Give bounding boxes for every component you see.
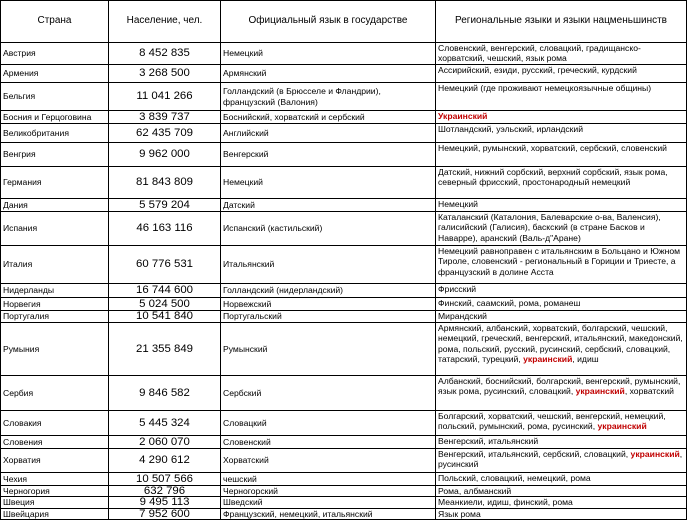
table-body (1, 43, 687, 520)
official-language-cell: Румынский (221, 323, 436, 376)
official-language-cell: Черногорский (221, 486, 436, 497)
country-cell: Армения (1, 65, 109, 83)
official-language-cell: Немецкий (221, 43, 436, 65)
language-text: Финский, саамский, рома, романеш (438, 298, 581, 308)
language-text: , идиш (572, 354, 599, 365)
language-text: Армянский, албанский, хорватский, болгарский, чешский, немецкий, греческий, венгерский, итальянский, македонский, рома, польский, русский, русинский, сербский, словацкий, татарский, турецкий, (438, 323, 683, 365)
official-language-cell: Венгерский (221, 143, 436, 167)
population-cell: 4 290 612 (109, 449, 221, 473)
population-cell: 9 846 582 (109, 376, 221, 411)
country-cell: Бельгия (1, 83, 109, 111)
country-cell: Сербия (1, 376, 109, 411)
language-text: Польский, словацкий, немецкий, рома (438, 473, 591, 483)
table-row (1, 298, 687, 311)
language-text: Болгарский, хорватский, чешский, венгерский, немецкий, польский, румынский, рома, русинский, (438, 411, 666, 432)
table-row (1, 323, 687, 376)
language-text: Венгерский, итальянский, сербский, словацкий, (438, 449, 631, 459)
regional-languages-cell (436, 376, 687, 411)
official-language-cell: Итальянский (221, 246, 436, 284)
regional-languages-cell (436, 508, 687, 519)
population-cell: 7 952 600 (109, 508, 221, 519)
regional-languages-cell (436, 199, 687, 212)
highlighted-language: украинский (630, 449, 680, 459)
regional-languages-cell (436, 143, 687, 167)
country-cell: Италия (1, 246, 109, 284)
population-cell: 5 024 500 (109, 298, 221, 311)
language-text: Датский, нижний сорбский, верхний сорбский, язык рома, северный фрисский, простонародный немецкий (438, 167, 668, 188)
language-text: Ассирийский, езиди, русский, греческий, курдский (438, 65, 637, 75)
table-row (1, 411, 687, 436)
language-text: Немецкий, румынский, хорватский, сербский, словенский (438, 143, 667, 153)
official-language-cell: Голландский (нидерландский) (221, 284, 436, 298)
regional-languages-cell (436, 449, 687, 473)
population-cell: 632 796 (109, 486, 221, 497)
language-text: Шотландский, уэльский, ирландский (438, 124, 584, 134)
country-cell: Швеция (1, 497, 109, 508)
regional-languages-cell (436, 284, 687, 298)
official-language-cell: Боснийский, хорватский и сербский (221, 111, 436, 124)
official-language-cell: Шведский (221, 497, 436, 508)
table-row (1, 486, 687, 497)
country-cell: Словакия (1, 411, 109, 436)
language-text: Немецкий (438, 199, 478, 209)
country-cell: Норвегия (1, 298, 109, 311)
table-row (1, 376, 687, 411)
table-row (1, 143, 687, 167)
header-row (1, 1, 687, 43)
country-cell: Австрия (1, 43, 109, 65)
language-text: Словенский, венгерский, словацкий, градищанско-хорватский, чешский, язык рома (438, 43, 641, 64)
regional-languages-cell (436, 246, 687, 284)
language-text: Албанский, боснийский, болгарский, венгерский, румынский, язык рома, русинский, словацкий, (438, 376, 681, 397)
population-cell: 62 435 709 (109, 124, 221, 143)
country-cell: Чехия (1, 473, 109, 486)
regional-languages-cell (436, 124, 687, 143)
official-language-cell: Голландский (в Брюсселе и Фландрии), французский (Валония) (221, 83, 436, 111)
table-row (1, 212, 687, 246)
population-cell: 46 163 116 (109, 212, 221, 246)
official-language-cell: Испанский (кастильский) (221, 212, 436, 246)
language-text: Рома, албманский (438, 486, 512, 496)
regional-languages-cell (436, 323, 687, 376)
country-cell: Румыния (1, 323, 109, 376)
official-language-cell: Норвежский (221, 298, 436, 311)
highlighted-language: Украинский (438, 111, 488, 121)
regional-languages-cell (436, 167, 687, 199)
language-text: Венгерский, итальянский (438, 436, 539, 446)
population-cell: 2 060 070 (109, 436, 221, 449)
table-row (1, 124, 687, 143)
regional-languages-cell (436, 83, 687, 111)
regional-languages-cell (436, 43, 687, 65)
table-row (1, 43, 687, 65)
language-text: , хорватский (624, 386, 674, 397)
regional-languages-cell (436, 411, 687, 436)
country-cell: Дания (1, 199, 109, 212)
table-row (1, 449, 687, 473)
country-cell: Босния и Герцоговина (1, 111, 109, 124)
header-population: Население, чел. (109, 1, 221, 43)
table-row (1, 508, 687, 519)
population-cell: 5 445 324 (109, 411, 221, 436)
regional-languages-cell (436, 486, 687, 497)
population-cell: 5 579 204 (109, 199, 221, 212)
country-cell: Хорватия (1, 449, 109, 473)
population-cell: 10 507 566 (109, 473, 221, 486)
table-row (1, 65, 687, 83)
country-cell: Великобритания (1, 124, 109, 143)
regional-languages-cell (436, 212, 687, 246)
table-row (1, 311, 687, 323)
population-cell: 11 041 266 (109, 83, 221, 111)
country-cell: Швейцария (1, 508, 109, 519)
population-cell: 81 843 809 (109, 167, 221, 199)
language-text: Фрисский (438, 284, 477, 294)
official-language-cell: Сербский (221, 376, 436, 411)
official-language-cell: чешский (221, 473, 436, 486)
regional-languages-cell (436, 311, 687, 323)
country-cell: Германия (1, 167, 109, 199)
language-text: Немецкий (где проживают немецкоязычные общины) (438, 83, 652, 93)
language-text: , русинский (438, 449, 683, 470)
country-cell: Португалия (1, 311, 109, 323)
population-cell: 3 839 737 (109, 111, 221, 124)
official-language-cell: Хорватский (221, 449, 436, 473)
table-row (1, 199, 687, 212)
header-country: Страна (1, 1, 109, 43)
population-cell: 16 744 600 (109, 284, 221, 298)
population-cell: 9 962 000 (109, 143, 221, 167)
table-row (1, 167, 687, 199)
table-row (1, 497, 687, 508)
table-row (1, 83, 687, 111)
regional-languages-cell (436, 497, 687, 508)
table-row (1, 284, 687, 298)
regional-languages-cell (436, 436, 687, 449)
highlighted-language: украинский (575, 386, 625, 397)
country-cell: Испания (1, 212, 109, 246)
language-text: Немецкий равноправен с итальянским в Больцано и Южном Тироле, словенский - региональный в Гориции и Триесте, а французский в долине Асста (438, 246, 681, 277)
language-text: Язык рома (438, 508, 481, 519)
table-row (1, 436, 687, 449)
regional-languages-cell (436, 111, 687, 124)
regional-languages-cell (436, 473, 687, 486)
country-cell: Венгрия (1, 143, 109, 167)
official-language-cell: Французский, немецкий, итальянский (221, 508, 436, 519)
official-language-cell: Словенский (221, 436, 436, 449)
language-text: Мирандский (438, 311, 487, 321)
language-text: Меанкиели, идиш, финский, рома (438, 497, 573, 508)
population-cell: 3 268 500 (109, 65, 221, 83)
population-cell: 10 541 840 (109, 311, 221, 323)
language-text: Каталанский (Каталония, Балеварские о-ва, Валенсия), галисийский (Галисия), баскский (в стране Басков и Наварре), аранский (Валь-д"Аране) (438, 212, 661, 243)
country-cell: Словения (1, 436, 109, 449)
header-regional-languages: Региональные языки и языки нацменьшинств (436, 1, 687, 43)
regional-languages-cell (436, 298, 687, 311)
table-row (1, 111, 687, 124)
official-language-cell: Датский (221, 199, 436, 212)
population-cell: 8 452 835 (109, 43, 221, 65)
official-language-cell: Английский (221, 124, 436, 143)
country-cell: Нидерланды (1, 284, 109, 298)
official-language-cell: Португальский (221, 311, 436, 323)
table-row (1, 246, 687, 284)
highlighted-language: украинский (523, 354, 573, 365)
regional-languages-cell (436, 65, 687, 83)
population-cell: 21 355 849 (109, 323, 221, 376)
table-row (1, 473, 687, 486)
official-language-cell: Немецкий (221, 167, 436, 199)
official-language-cell: Словацкий (221, 411, 436, 436)
highlighted-language: украинский (597, 421, 647, 432)
population-cell: 60 776 531 (109, 246, 221, 284)
header-official-language: Официальный язык в государстве (221, 1, 436, 43)
population-cell: 9 495 113 (109, 497, 221, 508)
country-cell: Черногория (1, 486, 109, 497)
official-language-cell: Армянский (221, 65, 436, 83)
